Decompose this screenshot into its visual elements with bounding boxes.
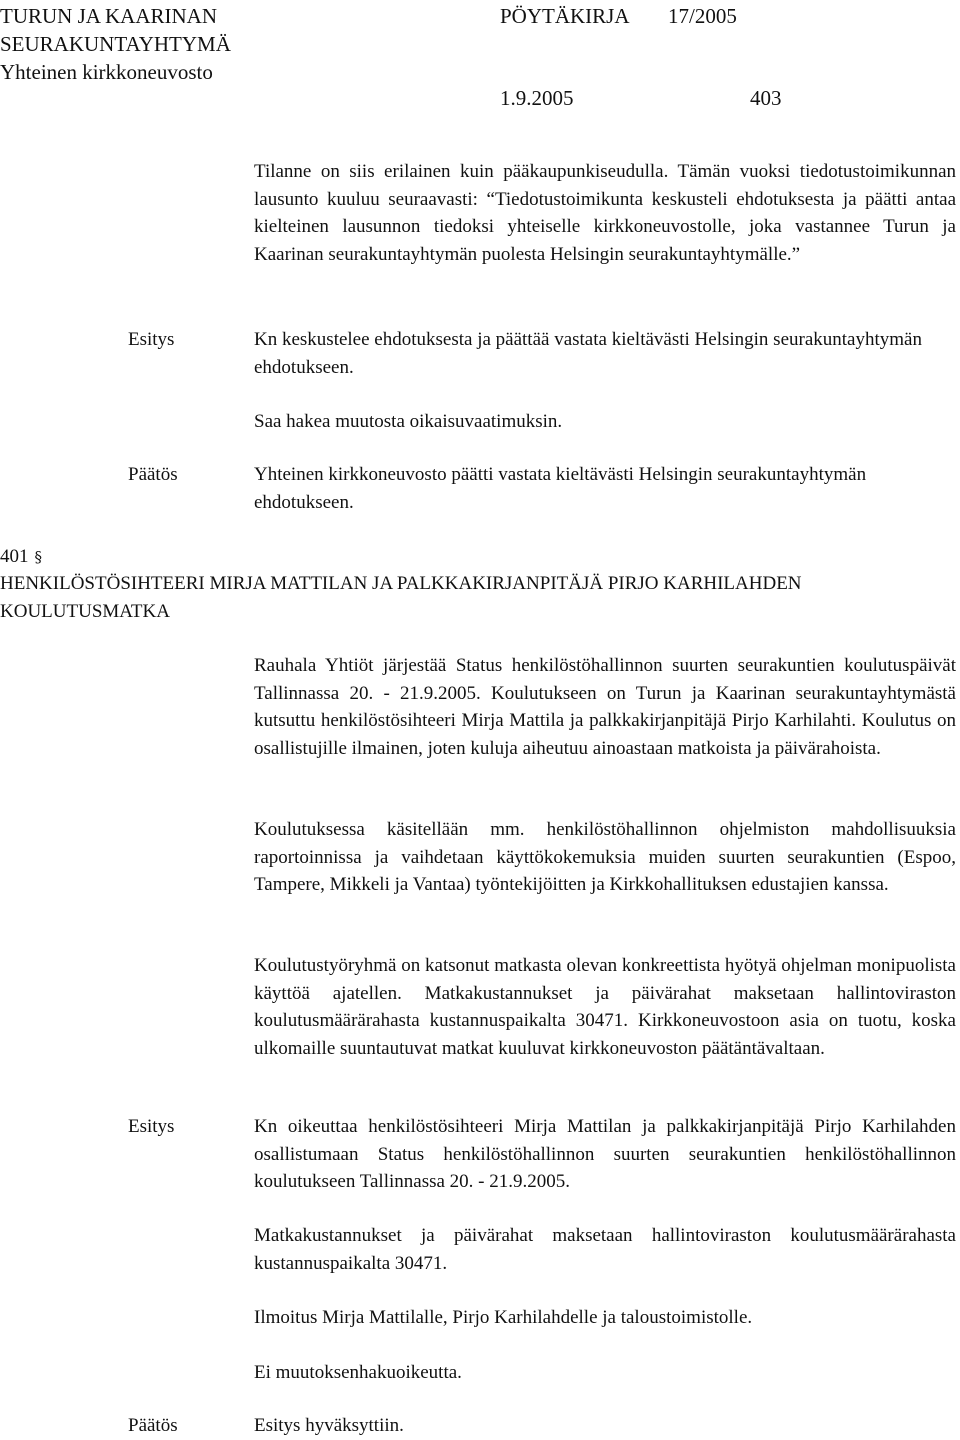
prev-paatos-label: Päätös xyxy=(128,464,178,485)
section-paragraph-1: Rauhala Yhtiöt järjestää Status henkilöstöhallinnon suurten seurakuntien koulutuspäivät Tallinnassa 20. - 21.9.2005. Koulutukseen on Turun ja Kaarinan seurakuntayhtymästä kutsuttu henkilöstösihteeri Mirja Mattila ja palkkakirjanpitäjä Pirjo Karhilahti. Koulutus on osallistujille ilmainen, joten kuluja aiheutuu ainoastaan matkoista ja päivärahoista. xyxy=(254,655,956,759)
header-body-name: Yhteinen kirkkoneuvosto xyxy=(0,60,213,84)
section-paatos-label: Päätös xyxy=(128,1415,178,1436)
section-paragraph-3: Koulutustyöryhmä on katsonut matkasta olevan konkreettista hyötyä ohjelman monipuolista käyttöä ajatellen. Matkakustannukset ja päivärahat maksetaan hallintoviraston koulutusmäärärahasta kustannuspaikalta 30471. Kirkkoneuvostoon asia on tuotu, koska ulkomaille suuntautuvat matkat kuuluvat kirkkoneuvoston päätäntävaltaan. xyxy=(254,955,956,1059)
section-paragraph-2: Koulutuksessa käsitellään mm. henkilöstöhallinnon ohjelmiston mahdollisuuksia raportoinnissa ja vaihdetaan käyttökokemuksia muiden suurten seurakuntien (Espoo, Tampere, Mikkeli ja Vantaa) työntekijöitten ja Kirkkohallituksen edustajien kanssa. xyxy=(254,819,956,895)
header-document-type: PÖYTÄKIRJA xyxy=(500,4,630,28)
prev-appeal-text: Saa hakea muutosta oikaisuvaatimuksin. xyxy=(254,411,563,432)
prev-intro-paragraph: Tilanne on siis erilainen kuin pääkaupunkiseudulla. Tämän vuoksi tiedotustoimikunnan lausunto kuuluu seuraavasti: “Tiedotustoimikunta keskusteli ehdotuksesta ja päätti antaa kielteinen lausunnon tiedoksi yhteiselle kirkkoneuvostolle, joka vastannee Turun ja Kaarinan seurakuntayhtymän puolesta Helsingin seurakuntayhtymälle.” xyxy=(254,161,956,265)
section-esitys-label: Esitys xyxy=(128,1116,175,1137)
header-document-number: 17/2005 xyxy=(668,4,737,28)
prev-esitys-label: Esitys xyxy=(128,329,175,350)
header-date: 1.9.2005 xyxy=(500,86,574,110)
header-organization-line2: SEURAKUNTAYHTYMÄ xyxy=(0,32,231,56)
section-costs-text: Matkakustannukset ja päivärahat maksetaan hallintoviraston koulutusmäärärahasta kustannuspaikalta 30471. xyxy=(254,1225,956,1274)
section-esitys-text: Kn oikeuttaa henkilöstösihteeri Mirja Mattilan ja palkkakirjanpitäjä Pirjo Karhilahden osallistumaan Status henkilöstöhallinnon suurten seurakuntien henkilöstöhallinnon koulutukseen Tallinnassa 20. - 21.9.2005. xyxy=(254,1116,956,1192)
header-organization: TURUN JA KAARINAN xyxy=(0,4,218,28)
section-number xyxy=(0,543,42,571)
section-appeal-text: Ei muutoksenhakuoikeutta. xyxy=(254,1362,462,1383)
section-paatos-text: Esitys hyväksyttiin. xyxy=(254,1415,404,1436)
prev-esitys-text: Kn keskustelee ehdotuksesta ja päättää vastata kieltävästi Helsingin seurakuntayhtymän ehdotukseen. xyxy=(254,329,922,378)
section-sign: § xyxy=(34,548,42,566)
section-title: HENKILÖSTÖSIHTEERI MIRJA MATTILAN JA PALKKAKIRJANPITÄJÄ PIRJO KARHILAHDEN KOULUTUSMATKA xyxy=(0,573,802,622)
header-page-number: 403 xyxy=(750,86,782,110)
section-notify-text: Ilmoitus Mirja Mattilalle, Pirjo Karhilahdelle ja taloustoimistolle. xyxy=(254,1307,753,1328)
section-number-value: 401 xyxy=(0,546,29,567)
prev-paatos-text: Yhteinen kirkkoneuvosto päätti vastata kieltävästi Helsingin seurakuntayhtymän ehdotukseen. xyxy=(254,464,867,513)
